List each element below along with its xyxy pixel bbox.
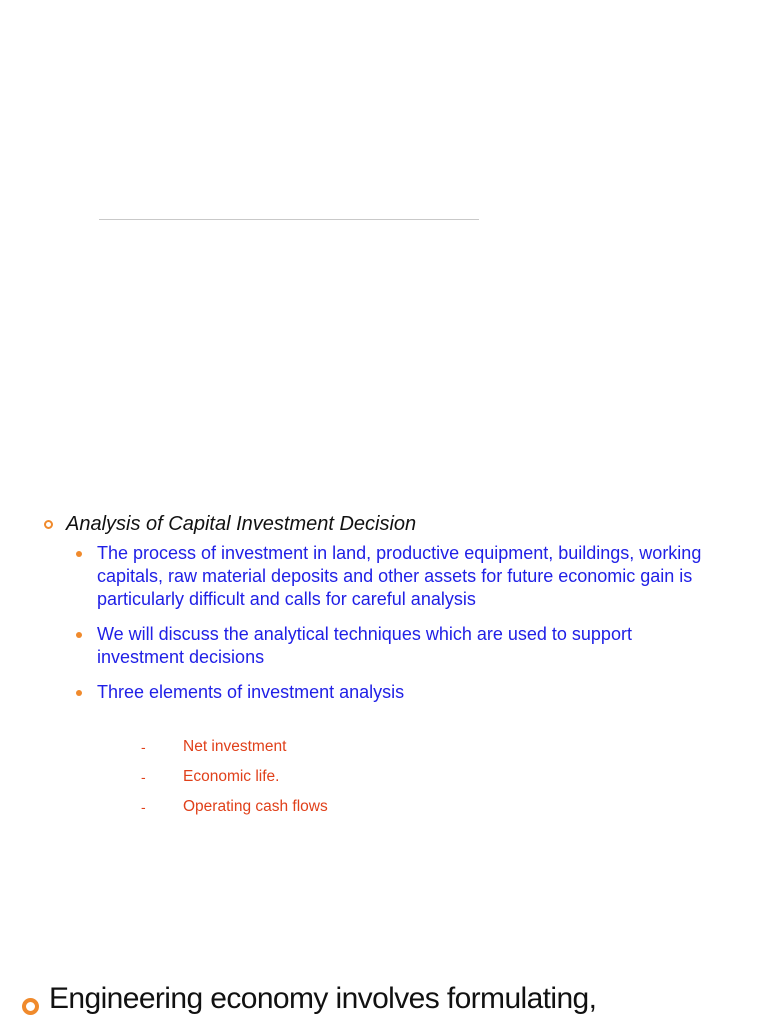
next-slide-heading: Engineering economy involves formulating,: [49, 982, 597, 1015]
list-item: [141, 797, 328, 827]
dot-bullet-icon: [76, 551, 82, 557]
list-item: [76, 542, 716, 611]
list-item: [76, 623, 716, 669]
bullet-text: Three elements of investment analysis: [97, 682, 405, 702]
divider-line: [99, 219, 479, 220]
ring-bullet-icon: [44, 520, 53, 529]
bullet-list: [76, 542, 716, 716]
dot-bullet-icon: [76, 690, 82, 696]
ring-bullet-icon: [22, 998, 39, 1015]
sub-item-text: Operating cash flows: [183, 798, 328, 815]
dash-bullet-icon: -: [141, 799, 146, 815]
next-slide-heading-row: [22, 982, 596, 1016]
dot-bullet-icon: [76, 632, 82, 638]
dash-bullet-icon: -: [141, 769, 146, 785]
section-heading-row: [44, 513, 416, 536]
bullet-text: We will discuss the analytical techniques which are used to support investment decisions: [97, 624, 632, 667]
sub-item-text: Economic life.: [183, 768, 280, 785]
section-heading: Analysis of Capital Investment Decision: [66, 513, 417, 535]
list-item: [76, 681, 716, 704]
sub-item-text: Net investment: [183, 738, 287, 755]
dash-bullet-icon: -: [141, 739, 146, 755]
bullet-text: The process of investment in land, productive equipment, buildings, working capitals, raw material deposits and other assets for future economic gain is particularly difficult and calls for careful analysis: [97, 543, 702, 609]
sub-bullet-list: [141, 737, 328, 827]
list-item: [141, 767, 328, 797]
list-item: [141, 737, 328, 767]
